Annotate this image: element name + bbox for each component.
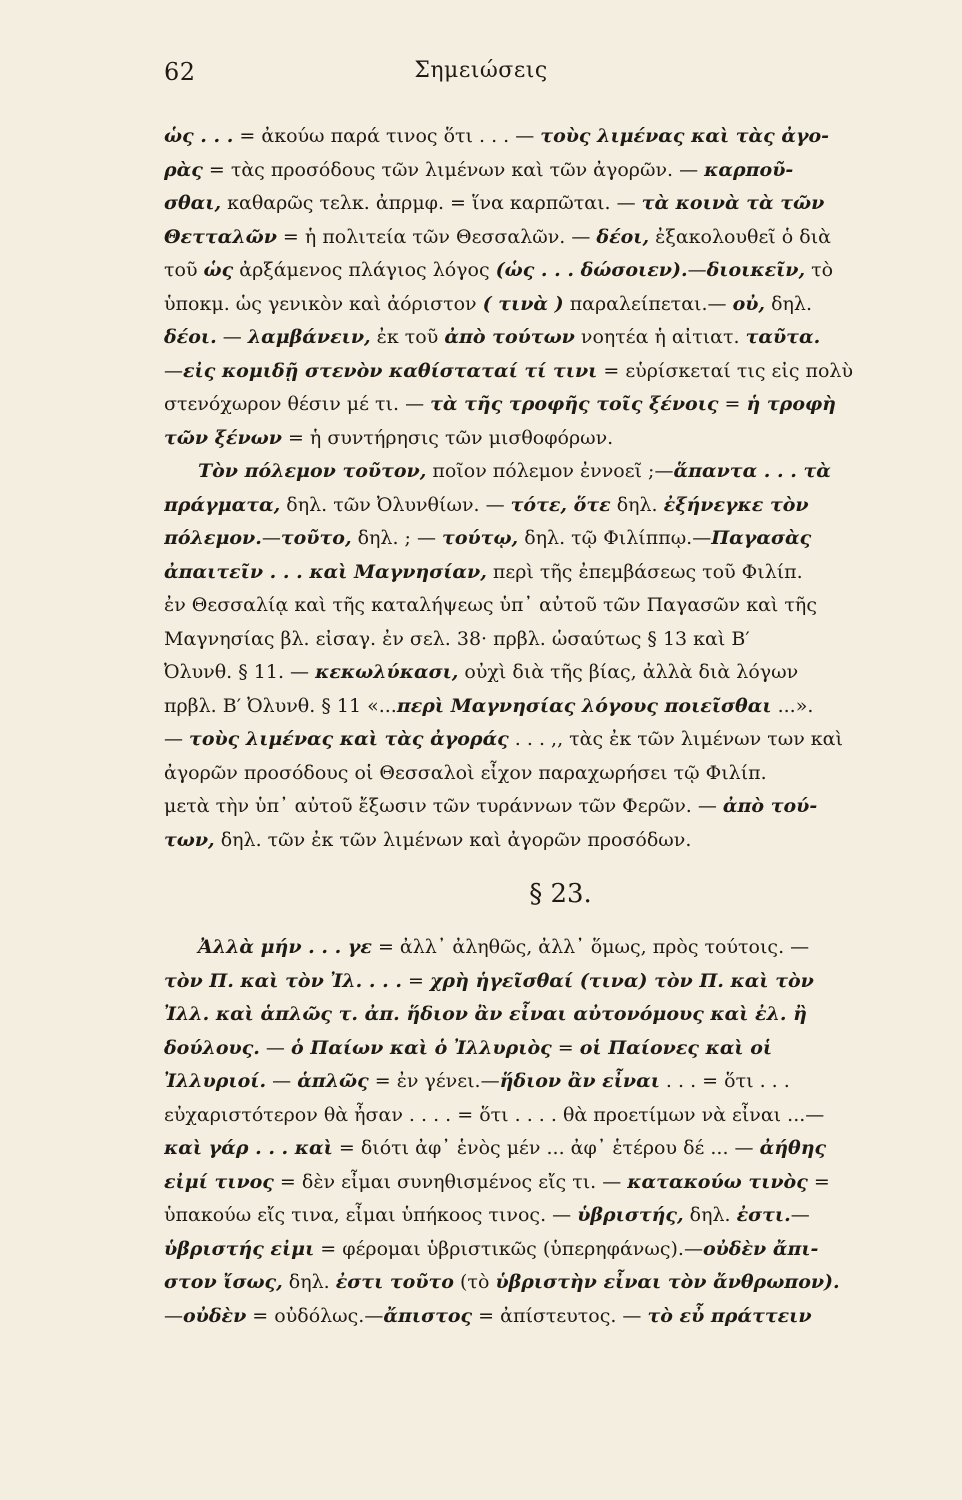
text-run: = xyxy=(401,969,430,992)
text-run: δηλ. ; — xyxy=(351,527,443,549)
text-run: ἀρξάμενος πλάγιος λόγος xyxy=(233,259,496,281)
notes-block-2 xyxy=(164,931,921,1333)
emphasized-term: τὸν Π. καὶ τὸν Ἰλ. . . . xyxy=(164,969,402,992)
emphasized-term: ἥδιον ἂν εἶναι xyxy=(499,1070,660,1092)
text-run: μετὰ τὴν ὑπ᾽ αὐτοῦ ἔξωσιν τῶν τυράννων τῶν Φερῶν. — xyxy=(164,795,723,817)
emphasized-term: ὑβριστής εἰμι xyxy=(164,1237,315,1260)
text-run: εὐχαριστότερον θὰ ἦσαν . . . . = ὅτι . . . . θὰ προετίμων νὰ εἶναι ...— xyxy=(164,1103,825,1126)
text-run: — xyxy=(790,1204,810,1226)
text-run: δηλ. xyxy=(683,1204,737,1226)
text-line xyxy=(164,931,921,965)
text-run: — xyxy=(216,326,248,348)
emphasized-term: (ὡς . . . δώσοιεν). xyxy=(495,259,688,281)
text-line xyxy=(164,690,921,724)
text-run: = δὲν εἶμαι συνηθισμένος εἴς τι. — xyxy=(273,1170,628,1193)
emphasized-term: Ἰλλυριοί. xyxy=(164,1070,267,1092)
text-run: δηλ. xyxy=(610,493,664,516)
text-run: Μαγνησίας βλ. εἰσαγ. ἐν σελ. 38· πρβλ. ὡσαύτως § 13 καὶ Β′ xyxy=(164,627,750,650)
text-run: ἀγορῶν προσόδους οἱ Θεσσαλοὶ εἶχον παραχωρήσει τῷ Φιλίπ. xyxy=(164,761,767,784)
text-run: = ἡ συντήρησις τῶν μισθοφόρων. xyxy=(281,426,614,449)
emphasized-term: Θετταλῶν xyxy=(164,225,277,248)
emphasized-term: εἰς κομιδῇ στενὸν καθίσταταί τί τινι xyxy=(183,359,598,382)
text-run: παραλείπεται.— xyxy=(563,292,733,315)
text-line xyxy=(164,1065,921,1099)
emphasized-term: ἀπὸ τούτων xyxy=(444,326,575,348)
text-run: καθαρῶς τελκ. ἀπρμφ. = ἵνα καρπῶται. — xyxy=(221,192,642,214)
text-run: — xyxy=(164,1304,183,1327)
text-run: = διότι ἀφ᾽ ἑνὸς μέν ... ἀφ᾽ ἑτέρου δέ ... — xyxy=(332,1137,760,1159)
text-line xyxy=(164,254,921,288)
emphasized-term: ἡ τροφὴ xyxy=(746,393,836,415)
text-line xyxy=(164,355,921,389)
emphasized-term: τούτῳ, xyxy=(442,527,519,549)
emphasized-term: ἁπλῶς xyxy=(297,1070,369,1092)
text-run: . . . ,, τὰς ἐκ τῶν λιμένων των καὶ xyxy=(508,728,843,750)
text-line xyxy=(164,723,921,757)
emphasized-term: ἀήθης xyxy=(759,1137,827,1159)
section-heading: § 23. xyxy=(529,879,592,909)
text-line xyxy=(164,422,921,456)
emphasized-term: περὶ Μαγνησίας λόγους ποιεῖσθαι xyxy=(396,694,772,717)
text-line xyxy=(164,1166,921,1200)
text-run: Ὀλυνθ. § 11. — xyxy=(164,661,316,683)
text-run: ἐξακολουθεῖ ὁ διὰ xyxy=(649,225,831,248)
text-run: οὐχὶ διὰ τῆς βίας, ἀλλὰ διὰ λόγων xyxy=(458,661,799,683)
emphasized-term: οὐδὲν ἄπι- xyxy=(702,1237,819,1260)
emphasized-term: ἄπιστος xyxy=(383,1304,473,1327)
emphasized-term: ὑβριστής, xyxy=(577,1204,684,1226)
text-run: — xyxy=(261,527,281,549)
text-run: — xyxy=(164,359,183,382)
text-line xyxy=(164,998,921,1032)
emphasized-term: ( τινὰ ) xyxy=(482,292,564,315)
emphasized-term: τοῦτο, xyxy=(280,527,352,549)
text-line xyxy=(164,623,921,657)
text-line xyxy=(164,556,921,590)
text-line xyxy=(164,388,921,422)
emphasized-term: τὰ κοινὰ τὰ τῶν xyxy=(641,192,825,214)
emphasized-term: κατακούω τινὸς xyxy=(627,1170,808,1193)
text-run: δηλ. τῷ Φιλίππῳ.— xyxy=(518,527,712,549)
emphasized-term: οἱ Παίονες καὶ οἱ xyxy=(579,1036,773,1059)
text-run: δηλ. τῶν ἐκ τῶν λιμένων καὶ ἀγορῶν προσόδων. xyxy=(214,828,692,851)
emphasized-term: στον ἴσως, xyxy=(164,1271,283,1293)
text-run: (τὸ xyxy=(453,1271,496,1293)
text-run: = ἀπίστευτος. — xyxy=(472,1304,648,1327)
text-line xyxy=(164,489,921,523)
text-line xyxy=(164,120,921,154)
text-line xyxy=(164,455,921,489)
emphasized-term: Ἀλλὰ μήν . . . γε xyxy=(198,936,372,958)
text-run: = ἡ πολιτεία τῶν Θεσσαλῶν. — xyxy=(276,225,597,248)
emphasized-term: ὡς . . . xyxy=(164,125,234,147)
emphasized-term: των, xyxy=(164,828,215,851)
body-text xyxy=(164,120,921,1333)
text-line xyxy=(164,154,921,188)
text-run: = ἀκούω παρά τινος ὅτι . . . — xyxy=(233,125,541,147)
emphasized-term: λαμβάνειν, xyxy=(247,326,371,348)
text-run: τὸ xyxy=(805,259,834,281)
text-run: . . . = ὅτι . . . xyxy=(659,1070,790,1092)
text-run: = xyxy=(551,1036,580,1059)
text-run: — xyxy=(687,259,707,281)
emphasized-term: ἐξήνεγκε τὸν xyxy=(663,493,809,516)
emphasized-term: ὑβριστὴν εἶναι τὸν ἄνθρωπον). xyxy=(495,1271,840,1293)
text-run: = φέρομαι ὑβριστικῶς (ὑπερηφάνως).— xyxy=(314,1237,703,1260)
emphasized-term: δέοι. xyxy=(164,326,217,348)
text-run: ἐκ τοῦ xyxy=(370,326,445,348)
text-line xyxy=(164,221,921,255)
text-run: = τὰς προσόδους τῶν λιμένων καὶ τῶν ἀγορῶν. — xyxy=(202,158,705,181)
emphasized-term: καρποῦ- xyxy=(704,158,794,181)
emphasized-term: δούλους. xyxy=(164,1036,260,1059)
emphasized-term: τὸ εὖ πράττειν xyxy=(647,1304,812,1327)
emphasized-term: ταῦτα. xyxy=(745,326,821,348)
text-line xyxy=(164,187,921,221)
text-run: πρβλ. Β′ Ὀλυνθ. § 11 «... xyxy=(164,694,397,717)
text-run: περὶ τῆς ἐπεμβάσεως τοῦ Φιλίπ. xyxy=(486,560,803,583)
text-run: νοητέα ἡ αἰτιατ. xyxy=(574,326,746,348)
text-run: — xyxy=(266,1070,298,1092)
page-number: 62 xyxy=(164,58,196,86)
text-run: = εὑρίσκεταί τις εἰς πολὺ xyxy=(597,359,854,382)
text-line xyxy=(164,1266,921,1300)
text-line xyxy=(164,656,921,690)
text-line xyxy=(164,757,921,791)
emphasized-term: εἰμί τινος xyxy=(164,1170,274,1193)
text-run: δηλ. τῶν Ὀλυνθίων. — xyxy=(280,493,511,516)
text-run: τοῦ xyxy=(164,259,204,281)
emphasized-term: οὐ, xyxy=(732,292,766,315)
emphasized-term: Τὸν πόλεμον τοῦτον, xyxy=(198,460,427,482)
emphasized-term: τοὺς λιμένας καὶ τὰς ἀγοράς xyxy=(189,728,509,750)
emphasized-term: πράγματα, xyxy=(164,493,281,516)
text-run: — xyxy=(259,1036,291,1059)
text-run: = οὐδόλως.— xyxy=(246,1304,384,1327)
emphasized-term: ἀπαιτεῖν . . . καὶ Μαγνησίαν, xyxy=(164,560,487,583)
emphasized-term: τῶν ξένων xyxy=(164,426,282,449)
emphasized-term: δέοι, xyxy=(596,225,650,248)
text-run: στενόχωρον θέσιν μέ τι. — xyxy=(164,393,431,415)
emphasized-term: οὐδὲν xyxy=(183,1304,247,1327)
text-line xyxy=(164,288,921,322)
text-run: = xyxy=(807,1170,830,1193)
emphasized-term: πόλεμον. xyxy=(164,527,262,549)
notes-block-1 xyxy=(164,120,921,857)
emphasized-term: ρὰς xyxy=(164,158,203,181)
text-line xyxy=(164,1300,921,1334)
text-line xyxy=(164,824,921,858)
emphasized-term: διοικεῖν, xyxy=(706,259,806,281)
text-run: ...». xyxy=(771,694,814,717)
emphasized-term: τότε, ὅτε xyxy=(510,493,611,516)
text-line xyxy=(164,1199,921,1233)
emphasized-term: ἐστι. xyxy=(736,1204,791,1226)
text-run: ἐν Θεσσαλίᾳ καὶ τῆς καταλήψεως ὑπ᾽ αὐτοῦ τῶν Παγασῶν καὶ τῆς xyxy=(164,594,817,616)
emphasized-term: κεκωλύκασι, xyxy=(315,661,459,683)
emphasized-term: Ἰλλ. καὶ ἁπλῶς τ. ἀπ. ἥδιον ἂν εἶναι αὐτονόμους καὶ ἐλ. ἢ xyxy=(164,1003,807,1025)
text-line xyxy=(164,1132,921,1166)
emphasized-term: τὰ τῆς τροφῆς τοῖς ξένοις xyxy=(430,393,719,415)
text-run: = xyxy=(718,393,747,415)
emphasized-term: ὡς xyxy=(203,259,234,281)
text-run: ὑποκμ. ὡς γενικὸν καὶ ἀόριστον xyxy=(164,292,483,315)
page-header xyxy=(0,52,962,92)
running-title: Σημειώσεις xyxy=(414,58,548,83)
emphasized-term: χρὴ ἡγεῖσθαί (τινα) τὸν Π. καὶ τὸν xyxy=(429,969,814,992)
emphasized-term: ἀπὸ τού- xyxy=(722,795,818,817)
text-line xyxy=(164,965,921,999)
emphasized-term: Παγασὰς xyxy=(711,527,812,549)
text-run: ποῖον πόλεμον ἐννοεῖ ;— xyxy=(426,460,674,482)
text-line xyxy=(164,1233,921,1267)
text-run: ὑπακούω εἴς τινα, εἶμαι ὑπήκοος τινος. — xyxy=(164,1204,578,1226)
text-line xyxy=(164,589,921,623)
text-run: — xyxy=(164,728,190,750)
text-line xyxy=(164,790,921,824)
text-run: = ἀλλ᾽ ἀληθῶς, ἀλλ᾽ ὅμως, πρὸς τούτοις. — xyxy=(371,936,810,958)
text-run: δηλ. xyxy=(765,292,812,315)
text-line xyxy=(164,321,921,355)
emphasized-term: ἅπαντα . . . τὰ xyxy=(673,460,831,482)
emphasized-term: σθαι, xyxy=(164,192,222,214)
text-run: δηλ. xyxy=(282,1271,336,1293)
text-line xyxy=(164,1099,921,1133)
emphasized-term: ἐστι τοῦτο xyxy=(335,1271,454,1293)
emphasized-term: τοὺς λιμένας καὶ τὰς ἀγο- xyxy=(540,125,830,147)
emphasized-term: καὶ γάρ . . . καὶ xyxy=(164,1137,333,1159)
text-line xyxy=(164,1032,921,1066)
text-line xyxy=(164,522,921,556)
text-run: = ἐν γένει.— xyxy=(368,1070,500,1092)
emphasized-term: ὁ Παίων καὶ ὁ Ἰλλυριὸς xyxy=(290,1036,552,1059)
